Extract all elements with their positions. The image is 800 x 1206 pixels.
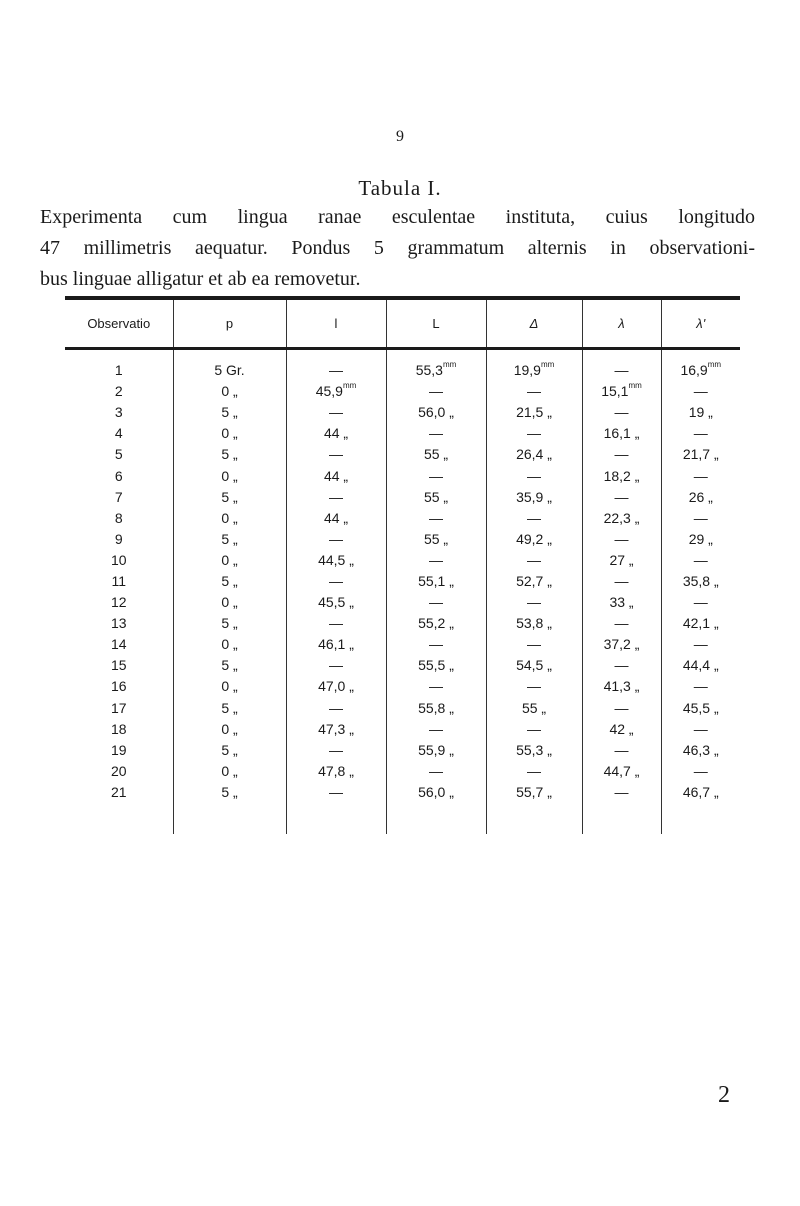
table-cell: 0 „ — [173, 465, 286, 486]
table-cell: 56,0 „ — [386, 781, 486, 802]
table-cell: 45,5 „ — [286, 592, 386, 613]
table-cell: — — [582, 655, 661, 676]
table-cell: — — [661, 634, 740, 655]
table-cell: $16,9^{mm}$ — [661, 360, 740, 381]
table-cell: $45,9^{mm}$ — [286, 381, 386, 402]
table-cell: 55,7 „ — [486, 781, 582, 802]
table-cell: 52,7 „ — [486, 570, 582, 591]
table-cell: 13 — [110, 615, 127, 632]
table-cell: 26,4 „ — [486, 444, 582, 465]
table-row — [65, 781, 740, 802]
table-cell: 4 — [114, 425, 123, 442]
table-row — [65, 465, 740, 486]
table-cell: 5 „ — [173, 697, 286, 718]
table-cell: 44 „ — [286, 465, 386, 486]
table-cell: — — [582, 486, 661, 507]
table-cell: — — [486, 465, 582, 486]
table-cell: 54,5 „ — [486, 655, 582, 676]
table-cell: 26 „ — [661, 486, 740, 507]
table-cell: 44 „ — [286, 423, 386, 444]
table-cell: — — [661, 507, 740, 528]
table-cell: — — [661, 465, 740, 486]
table-cell: 37,2 „ — [582, 634, 661, 655]
table-cell: 55 „ — [386, 444, 486, 465]
table-cell: 6 — [114, 467, 123, 484]
table-cell: — — [386, 592, 486, 613]
table-cell: — — [386, 760, 486, 781]
table-cell: 55,3 „ — [486, 739, 582, 760]
table-cell: 5 „ — [173, 402, 286, 423]
table-cell: — — [286, 655, 386, 676]
table-cell: — — [486, 634, 582, 655]
table-cell: 45,5 „ — [661, 697, 740, 718]
table-cell: 55 „ — [386, 486, 486, 507]
table-cell: — — [386, 465, 486, 486]
header-L: L — [386, 298, 486, 348]
table-row — [65, 655, 740, 676]
header-delta: Δ — [486, 298, 582, 348]
table-cell: 5 „ — [173, 739, 286, 760]
table-cell: — — [386, 381, 486, 402]
table-cell: 7 — [114, 488, 123, 505]
table-spacer-row — [65, 802, 740, 834]
table-cell: 46,3 „ — [661, 739, 740, 760]
table-cell: 16 — [110, 678, 127, 695]
table-cell: 17 — [110, 699, 127, 716]
table-cell: 55,8 „ — [386, 697, 486, 718]
table-cell: $15,1^{mm}$ — [582, 381, 661, 402]
table-cell: — — [486, 507, 582, 528]
table-cell: — — [286, 697, 386, 718]
table-cell: — — [661, 718, 740, 739]
table-row — [65, 570, 740, 591]
table-row — [65, 402, 740, 423]
table-cell: — — [582, 781, 661, 802]
table-cell: — — [661, 381, 740, 402]
table-cell: 44,5 „ — [286, 549, 386, 570]
table-cell: — — [286, 739, 386, 760]
table-cell: — — [661, 423, 740, 444]
table-cell: 49,2 „ — [486, 528, 582, 549]
table-cell: 55 „ — [486, 697, 582, 718]
table-cell: 44,7 „ — [582, 760, 661, 781]
table-cell: — — [582, 402, 661, 423]
intro-line: bus linguae alligatur et ab ea removetur. — [40, 268, 361, 290]
table-cell: 21,5 „ — [486, 402, 582, 423]
table-row — [65, 444, 740, 465]
table-row — [65, 613, 740, 634]
table-cell: 0 „ — [173, 592, 286, 613]
table-spacer-row — [65, 348, 740, 360]
table-row — [65, 528, 740, 549]
table-cell: 22,3 „ — [582, 507, 661, 528]
table-cell: 47,8 „ — [286, 760, 386, 781]
intro-paragraph — [40, 202, 755, 295]
table-cell: 19 „ — [661, 402, 740, 423]
table-cell: — — [661, 592, 740, 613]
table-cell: 42 „ — [582, 718, 661, 739]
header-p: p — [173, 298, 286, 348]
table-cell: 12 — [110, 594, 127, 611]
header-l: l — [286, 298, 386, 348]
table-cell: 5 „ — [173, 444, 286, 465]
table-cell: 44,4 „ — [661, 655, 740, 676]
table-cell: — — [582, 528, 661, 549]
table-cell: 5 „ — [173, 655, 286, 676]
table-cell: 47,0 „ — [286, 676, 386, 697]
table-cell: — — [582, 613, 661, 634]
table-row — [65, 634, 740, 655]
table-cell: — — [286, 613, 386, 634]
table-cell: 20 — [110, 762, 127, 779]
table-cell: $55,3^{mm}$ — [386, 360, 486, 381]
table-cell: 18,2 „ — [582, 465, 661, 486]
table-cell: 5 „ — [173, 570, 286, 591]
table-cell: 5 „ — [173, 613, 286, 634]
table-header-row — [65, 298, 740, 348]
table-cell: 55 „ — [386, 528, 486, 549]
table-row — [65, 760, 740, 781]
table-cell: 8 — [114, 509, 123, 526]
table-cell: — — [582, 697, 661, 718]
table-cell: 33 „ — [582, 592, 661, 613]
table-row — [65, 423, 740, 444]
table-cell: — — [286, 781, 386, 802]
table-cell: 0 „ — [173, 549, 286, 570]
table-cell: — — [286, 360, 386, 381]
table-cell: 0 „ — [173, 381, 286, 402]
table-row — [65, 739, 740, 760]
table-cell: 1 — [114, 362, 123, 379]
table-cell: — — [286, 528, 386, 549]
table-row — [65, 507, 740, 528]
table-cell: 21,7 „ — [661, 444, 740, 465]
table-cell: 35,9 „ — [486, 486, 582, 507]
table-cell: 55,5 „ — [386, 655, 486, 676]
table-cell: — — [386, 507, 486, 528]
table-cell: — — [286, 570, 386, 591]
corner-mark: 2 — [718, 1082, 730, 1108]
table-cell: 0 „ — [173, 676, 286, 697]
table-cell: — — [386, 634, 486, 655]
table-cell: $19,9^{mm}$ — [486, 360, 582, 381]
table-cell: — — [386, 718, 486, 739]
table-cell: 21 — [110, 783, 127, 800]
table-cell: 56,0 „ — [386, 402, 486, 423]
table-cell: 5 „ — [173, 528, 286, 549]
table-cell: — — [386, 549, 486, 570]
header-lambda: λ — [582, 298, 661, 348]
header-observatio: Observatio — [65, 298, 173, 348]
table-row — [65, 381, 740, 402]
table-row — [65, 697, 740, 718]
table-cell: — — [286, 444, 386, 465]
table-cell: — — [661, 549, 740, 570]
table-cell: 9 — [114, 530, 123, 547]
table-cell: 47,3 „ — [286, 718, 386, 739]
table-cell: — — [582, 739, 661, 760]
table-cell: 5 „ — [173, 486, 286, 507]
table-cell: — — [486, 592, 582, 613]
table-cell: — — [286, 486, 386, 507]
table-cell: — — [486, 549, 582, 570]
table-cell: 5 „ — [173, 781, 286, 802]
table-cell: 55,9 „ — [386, 739, 486, 760]
table-title: Tabula I. — [358, 176, 442, 200]
table-cell: 53,8 „ — [486, 613, 582, 634]
table-cell: 14 — [110, 636, 127, 653]
table-cell: 2 — [114, 383, 123, 400]
table-cell: 5 — [114, 446, 123, 463]
table-cell: 44 „ — [286, 507, 386, 528]
table-cell: 18 — [110, 720, 127, 737]
table-cell: 3 — [114, 404, 123, 421]
table-cell: — — [582, 444, 661, 465]
data-table — [65, 296, 740, 834]
table-cell: — — [486, 381, 582, 402]
table-cell: 55,2 „ — [386, 613, 486, 634]
table-row — [65, 549, 740, 570]
table-cell: 55,1 „ — [386, 570, 486, 591]
table-cell: — — [582, 570, 661, 591]
table-cell: 46,7 „ — [661, 781, 740, 802]
table-cell: 15 — [110, 657, 127, 674]
table-row — [65, 360, 740, 381]
table-cell: — — [386, 423, 486, 444]
table-cell: 42,1 „ — [661, 613, 740, 634]
table-cell: 35,8 „ — [661, 570, 740, 591]
table-cell: — — [486, 760, 582, 781]
table-cell: 0 „ — [173, 507, 286, 528]
table-cell: — — [386, 676, 486, 697]
table-cell: 11 — [111, 572, 127, 589]
table-cell: 10 — [110, 551, 127, 568]
table-body — [65, 348, 740, 834]
intro-line: Experimenta cum lingua ranae esculentae instituta, cuius longitudo — [40, 206, 755, 228]
table-row — [65, 592, 740, 613]
table-cell: 0 „ — [173, 423, 286, 444]
table-cell: 0 „ — [173, 718, 286, 739]
table-cell: — — [486, 718, 582, 739]
table-cell: 29 „ — [661, 528, 740, 549]
table-cell: 5 Gr. — [173, 360, 286, 381]
table-cell: 0 „ — [173, 634, 286, 655]
table-cell: 19 — [110, 741, 127, 758]
table-cell: — — [661, 760, 740, 781]
table-cell: — — [661, 676, 740, 697]
table-cell: 27 „ — [582, 549, 661, 570]
table-cell: — — [486, 423, 582, 444]
table-row — [65, 676, 740, 697]
intro-line: 47 millimetris aequatur. Pondus 5 grammatum alternis in observationi- — [40, 237, 755, 259]
table-cell: — — [582, 360, 661, 381]
table-cell: 41,3 „ — [582, 676, 661, 697]
table-cell: — — [286, 402, 386, 423]
table-cell: 16,1 „ — [582, 423, 661, 444]
table-row — [65, 486, 740, 507]
table-cell: 46,1 „ — [286, 634, 386, 655]
table-cell: — — [486, 676, 582, 697]
header-lambda-prime: λ' — [661, 298, 740, 348]
table-row — [65, 718, 740, 739]
page-number: 9 — [396, 128, 404, 145]
table-cell: 0 „ — [173, 760, 286, 781]
